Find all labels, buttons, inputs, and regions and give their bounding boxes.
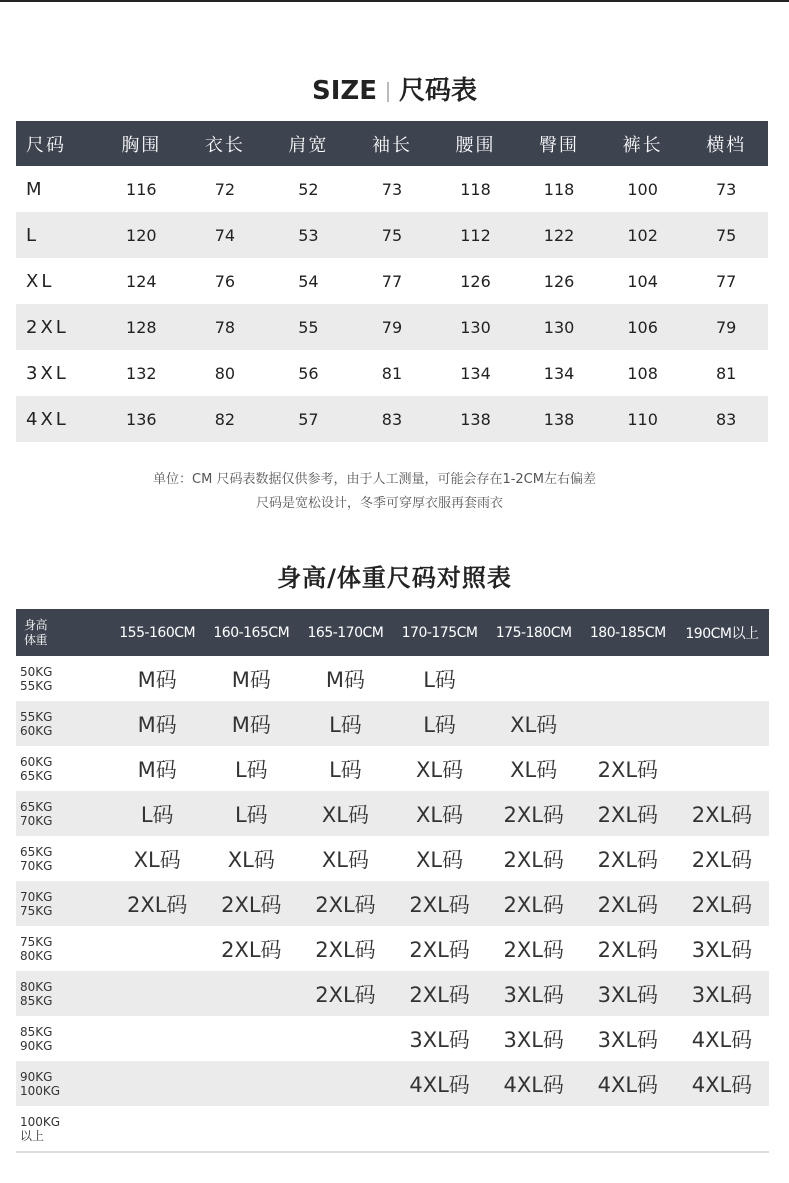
measurement-cell: 134 [460, 363, 491, 383]
recommended-size-cell: 2XL码 [315, 937, 376, 962]
measurement-cell: 102 [601, 212, 685, 258]
measurement-cell: 130 [434, 304, 518, 350]
size-table-header-cell: 袖长 [350, 121, 434, 166]
recommended-size-cell: 2XL码 [597, 847, 659, 872]
recommended-size-cell: XL码 [227, 847, 275, 872]
measurement-cell: 83 [684, 396, 768, 442]
size-chart-title-cn: 尺码表 [399, 76, 478, 106]
recommended-size-cell [110, 1016, 204, 1061]
measurement-cell: 77 [381, 271, 403, 291]
weight-range-cell: 90KG 100KG [16, 1061, 110, 1106]
recommended-size-cell: 4XL码 [487, 1061, 581, 1106]
measurement-cell: 138 [434, 396, 518, 442]
measurement-cell: 79 [350, 304, 434, 350]
weight-range-cell: 75KG 80KG [20, 934, 53, 963]
weight-range-cell: 85KG 90KG [20, 1024, 53, 1053]
size-table-row [16, 396, 768, 442]
recommended-size-cell: 2XL码 [110, 881, 204, 926]
size-table-row [16, 212, 768, 258]
recommended-size-cell: 3XL码 [409, 1027, 470, 1052]
recommended-size-cell: 2XL码 [204, 881, 298, 926]
fit-table-row [16, 656, 769, 701]
height-weight-chart-title: 身高/体重尺码对照表 [277, 564, 512, 592]
recommended-size-cell [204, 1106, 298, 1152]
measurement-cell: 132 [126, 363, 157, 383]
fit-table-row [16, 926, 769, 971]
size-table-header-cell: 横档 [684, 121, 768, 166]
size-table-row [16, 304, 768, 350]
recommended-size-cell: L码 [298, 701, 392, 746]
size-chart-title [0, 70, 789, 107]
height-header-cell: 160-165CM [204, 609, 298, 656]
size-table-header-cell: 肩宽 [267, 121, 351, 166]
size-chart-title-en: SIZE [311, 76, 377, 106]
recommended-size-cell [675, 701, 769, 746]
measurement-cell: 75 [350, 212, 434, 258]
measurement-note: 单位：CM 尺码表数据仅供参考，由于人工测量，可能会存在1-2CM左右偏差 [153, 472, 596, 487]
recommended-size-cell [581, 656, 675, 701]
fit-table-row [16, 971, 769, 1016]
recommended-size-cell: 3XL码 [581, 971, 675, 1016]
measurement-cell: 112 [434, 212, 518, 258]
fit-table-row [16, 1106, 769, 1152]
recommended-size-cell [487, 1106, 581, 1152]
size-measurement-table [16, 121, 768, 442]
recommended-size-cell: 2XL码 [597, 757, 659, 782]
measurement-cell: 118 [543, 179, 575, 199]
height-header-cell: 155-160CM [110, 609, 204, 656]
weight-range-cell: 55KG 60KG [16, 701, 110, 746]
recommended-size-cell: L码 [204, 791, 298, 836]
measurement-cell: 80 [214, 363, 236, 383]
measurement-cell: 110 [601, 396, 685, 442]
recommended-size-cell: M码 [137, 757, 177, 782]
recommended-size-cell [298, 1061, 392, 1106]
weight-range-cell: 70KG 75KG [16, 881, 110, 926]
recommended-size-cell: 3XL码 [691, 937, 753, 962]
recommended-size-cell [204, 1016, 298, 1061]
weight-range-cell: 65KG 70KG [16, 791, 110, 836]
fit-table-row [16, 791, 769, 836]
size-label-cell: L [16, 212, 100, 258]
measurement-cell: 116 [126, 179, 157, 199]
measurement-cell: 57 [267, 396, 351, 442]
weight-range-cell: 80KG 85KG [16, 971, 110, 1016]
measurement-cell: 81 [381, 363, 403, 383]
recommended-size-cell: 2XL码 [409, 937, 470, 962]
title-separator [387, 82, 389, 102]
recommended-size-cell: 4XL码 [691, 1027, 753, 1052]
measurement-cell: 122 [517, 212, 601, 258]
measurement-cell: 82 [183, 396, 267, 442]
measurement-cell: 74 [183, 212, 267, 258]
recommended-size-cell: 2XL码 [487, 791, 581, 836]
recommended-size-cell: XL码 [416, 757, 464, 782]
fit-table-row [16, 881, 769, 926]
height-header-cell: 175-180CM [487, 609, 581, 656]
size-table-row [16, 350, 768, 396]
measurement-cell: 75 [684, 212, 768, 258]
size-label-cell: 3XL [26, 362, 69, 384]
recommended-size-cell: 2XL码 [298, 971, 392, 1016]
measurement-cell: 56 [298, 363, 319, 383]
size-table-header-cell: 胸围 [100, 121, 184, 166]
recommended-size-cell: 2XL码 [675, 791, 769, 836]
weight-range-cell: 65KG 70KG [20, 844, 53, 873]
measurement-cell: 76 [214, 271, 236, 291]
measurement-cell: 128 [100, 304, 184, 350]
recommended-size-cell [393, 1106, 487, 1152]
recommended-size-cell [298, 1106, 392, 1152]
recommended-size-cell [675, 1106, 769, 1152]
fit-table-row [16, 746, 769, 791]
size-label-cell: M [26, 178, 45, 200]
size-table-header-cell: 裤长 [601, 121, 685, 166]
measurement-cell: 72 [214, 179, 236, 199]
measurement-cell: 106 [601, 304, 685, 350]
recommended-size-cell: 3XL码 [675, 971, 769, 1016]
recommended-size-cell [581, 1106, 675, 1152]
weight-range-cell: 100KG 以上 [16, 1106, 110, 1152]
size-table-header-cell: 腰围 [434, 121, 518, 166]
recommended-size-cell: 2XL码 [581, 881, 675, 926]
recommended-size-cell: L码 [423, 667, 456, 692]
recommended-size-cell: L码 [110, 791, 204, 836]
measurement-cell: 124 [126, 271, 157, 291]
fit-table-row [16, 1061, 769, 1106]
height-header-cell: 165-170CM [298, 609, 392, 656]
measurement-cell: 118 [460, 179, 491, 199]
recommended-size-cell: XL码 [133, 847, 181, 872]
recommended-size-cell [581, 701, 675, 746]
measurement-cell: 78 [183, 304, 267, 350]
recommended-size-cell: M码 [137, 667, 177, 692]
measurement-cell: 73 [716, 179, 737, 199]
recommended-size-cell: 2XL码 [393, 881, 487, 926]
size-table-row [16, 258, 768, 304]
measurement-cell: 134 [543, 363, 575, 383]
recommended-size-cell: 2XL码 [393, 971, 487, 1016]
measurement-cell: 138 [517, 396, 601, 442]
recommended-size-cell: 2XL码 [503, 937, 564, 962]
recommended-size-cell: XL码 [393, 791, 487, 836]
recommended-size-cell: XL码 [321, 847, 369, 872]
fit-table-row [16, 836, 769, 881]
size-table-header-cell: 尺码 [16, 121, 100, 166]
fit-note: 尺码是宽松设计，冬季可穿厚衣服再套雨衣 [255, 496, 503, 511]
size-table-header-cell: 衣长 [183, 121, 267, 166]
recommended-size-cell: L码 [329, 757, 362, 782]
recommended-size-cell: 2XL码 [581, 791, 675, 836]
recommended-size-cell [110, 1061, 204, 1106]
recommended-size-cell: 3XL码 [503, 1027, 564, 1052]
measurement-cell: 126 [543, 271, 575, 291]
fit-table-row [16, 1016, 769, 1061]
measurement-cell: 52 [298, 179, 319, 199]
recommended-size-cell: M码 [110, 701, 204, 746]
recommended-size-cell: 2XL码 [487, 881, 581, 926]
weight-range-cell: 60KG 65KG [20, 754, 53, 783]
recommended-size-cell: 2XL码 [691, 847, 753, 872]
measurement-cell: 100 [627, 179, 658, 199]
recommended-size-cell: L码 [234, 757, 268, 782]
recommended-size-cell [204, 971, 298, 1016]
height-header-cell: 190CM以上 [675, 609, 769, 656]
weight-range-cell: 50KG 55KG [20, 664, 53, 693]
recommended-size-cell: 4XL码 [393, 1061, 487, 1106]
recommended-size-cell: XL码 [487, 701, 581, 746]
recommended-size-cell: 4XL码 [581, 1061, 675, 1106]
recommended-size-cell: M码 [231, 667, 271, 692]
fit-table-header-row [16, 609, 769, 656]
size-label-cell: XL [26, 270, 55, 292]
recommended-size-cell: L码 [393, 701, 487, 746]
height-header-cell: 170-175CM [393, 609, 487, 656]
measurement-cell: 130 [517, 304, 601, 350]
recommended-size-cell [675, 656, 769, 701]
recommended-size-cell [110, 926, 204, 971]
size-label-cell: 2XL [16, 304, 100, 350]
top-divider [0, 0, 789, 2]
recommended-size-cell: 2XL码 [298, 881, 392, 926]
measurement-cell: 73 [381, 179, 403, 199]
size-table-header-cell: 臀围 [517, 121, 601, 166]
measurement-cell: 53 [267, 212, 351, 258]
measurement-cell: 108 [627, 363, 658, 383]
fit-table-row [16, 701, 769, 746]
recommended-size-cell: 2XL码 [675, 881, 769, 926]
recommended-size-cell: M码 [204, 701, 298, 746]
size-table-row [16, 166, 768, 212]
height-weight-size-table [16, 609, 769, 1153]
recommended-size-cell: 3XL码 [487, 971, 581, 1016]
recommended-size-cell: XL码 [416, 847, 464, 872]
measurement-cell: 126 [460, 271, 491, 291]
measurement-cell: 120 [100, 212, 184, 258]
size-table-header-row [16, 121, 768, 166]
measurement-cell: 83 [350, 396, 434, 442]
size-label-cell: 4XL [16, 396, 100, 442]
recommended-size-cell: 2XL码 [503, 847, 564, 872]
recommended-size-cell: 3XL码 [597, 1027, 659, 1052]
recommended-size-cell: M码 [325, 667, 365, 692]
corner-header-cell: 身高 体重 [16, 609, 110, 656]
measurement-cell: 79 [684, 304, 768, 350]
recommended-size-cell: 4XL码 [675, 1061, 769, 1106]
recommended-size-cell [298, 1016, 392, 1061]
recommended-size-cell [487, 656, 581, 701]
measurement-cell: 104 [627, 271, 658, 291]
measurement-cell: 54 [298, 271, 319, 291]
recommended-size-cell [110, 1106, 204, 1152]
measurement-cell: 55 [267, 304, 351, 350]
recommended-size-cell: 2XL码 [221, 937, 282, 962]
recommended-size-cell [204, 1061, 298, 1106]
measurement-cell: 77 [716, 271, 737, 291]
height-header-cell: 180-185CM [581, 609, 675, 656]
measurement-cell: 81 [716, 363, 737, 383]
recommended-size-cell [675, 746, 769, 791]
measurement-cell: 136 [100, 396, 184, 442]
recommended-size-cell: 2XL码 [597, 937, 659, 962]
recommended-size-cell [110, 971, 204, 1016]
recommended-size-cell: XL码 [510, 757, 558, 782]
recommended-size-cell: XL码 [298, 791, 392, 836]
